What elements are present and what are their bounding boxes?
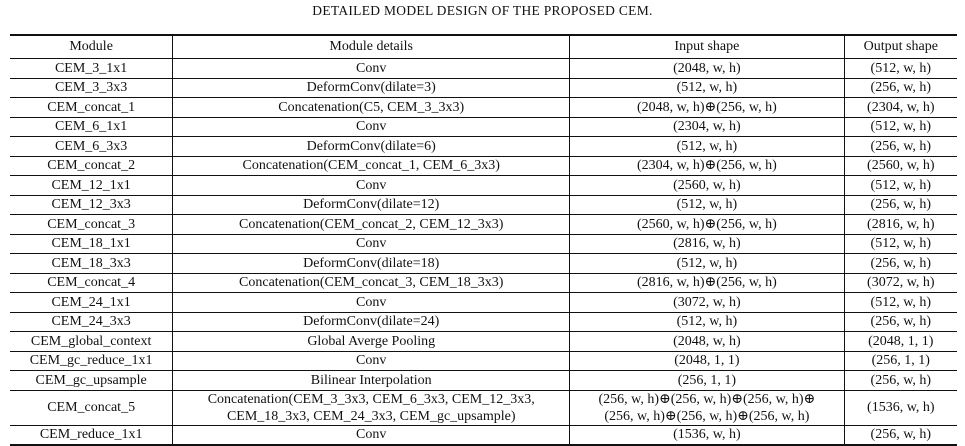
cell-module-details: Conv	[173, 351, 570, 371]
cell-module: CEM_6_3x3	[10, 137, 173, 157]
cell-module: CEM_3_1x1	[54, 60, 128, 76]
table-row	[10, 371, 957, 391]
cell-output-shape: (1536, w, h)	[844, 390, 957, 425]
cell-module: CEM_gc_reduce_1x1	[10, 351, 173, 371]
cell-output-shape: (256, w, h)	[844, 195, 957, 215]
cell-output-shape: (512, w, h)	[844, 234, 957, 254]
table-header	[10, 35, 957, 59]
cell-module-details: Concatenation(CEM_concat_1, CEM_6_3x3)	[173, 156, 570, 176]
cell-module-details: Concatenation(CEM_concat_2, CEM_12_3x3)	[173, 215, 570, 235]
cell-module: CEM_concat_4	[10, 273, 173, 293]
cell-output-shape: (256, w, h)	[844, 254, 957, 274]
cell-input-shape: (512, w, h)	[570, 137, 844, 157]
header-input-shape: Input shape	[570, 35, 844, 59]
cell-module: CEM_18_1x1	[10, 234, 173, 254]
cell-module-details: Concatenation(CEM_3_3x3, CEM_6_3x3, CEM_12_3x3, CEM_18_3x3, CEM_24_3x3, CEM_gc_upsample)	[173, 390, 570, 425]
cell-module-details: Conv	[173, 425, 570, 445]
table-row	[10, 59, 957, 79]
table-caption	[0, 3, 965, 19]
cell-module: CEM_concat_3	[10, 215, 173, 235]
cell-module: CEM_gc_upsample	[10, 371, 173, 391]
cell-module: CEM_concat_2	[10, 156, 173, 176]
cell-output-shape: (256, w, h)	[844, 137, 957, 157]
cell-module-details: Conv	[173, 234, 570, 254]
cell-input-shape: (512, w, h)	[570, 195, 844, 215]
table-row	[10, 390, 957, 425]
table-body	[10, 59, 957, 446]
table-row	[10, 98, 957, 118]
cell-input-shape: (2048, w, h)	[570, 59, 844, 79]
cell-output-shape: (256, w, h)	[844, 425, 957, 445]
cell-module-details: Concatenation(C5, CEM_3_3x3)	[173, 98, 570, 118]
table-row	[10, 234, 957, 254]
header-row	[10, 35, 957, 59]
cell-input-shape: (2304, w, h)	[570, 117, 844, 137]
cell-module: CEM_concat_5	[10, 390, 173, 425]
cell-module-details: Conv	[173, 59, 570, 79]
table-row	[10, 425, 957, 445]
table-row	[10, 293, 957, 313]
table-row	[10, 254, 957, 274]
cell-input-shape: (3072, w, h)	[570, 293, 844, 313]
cell-module: CEM_24_3x3	[10, 312, 173, 332]
caption-suffix: CEM.	[618, 3, 653, 18]
header-output-shape: Output shape	[844, 35, 957, 59]
table-row	[10, 117, 957, 137]
cell-module: CEM_global_context	[10, 332, 173, 352]
cell-output-shape: (256, w, h)	[844, 371, 957, 391]
caption-prefix: DETAILED MODEL DESIGN OF THE PROPOSED	[312, 3, 619, 18]
cell-module: CEM_3_3x3	[10, 78, 173, 98]
cell-output-shape: (512, w, h)	[844, 176, 957, 196]
cell-module-details: Concatenation(CEM_concat_3, CEM_18_3x3)	[173, 273, 570, 293]
cell-module-details: DeformConv(dilate=3)	[173, 78, 570, 98]
table-row	[10, 273, 957, 293]
cell-output-shape: (512, w, h)	[844, 59, 957, 79]
cell-output-shape: (2048, 1, 1)	[844, 332, 957, 352]
table-row	[10, 195, 957, 215]
cell-input-shape: (512, w, h)	[570, 312, 844, 332]
cell-output-shape: (512, w, h)	[844, 293, 957, 313]
cell-module-details: Bilinear Interpolation	[173, 371, 570, 391]
cell-module: CEM_reduce_1x1	[10, 425, 173, 445]
cell-input-shape: (256, w, h)⊕(256, w, h)⊕(256, w, h)⊕ (256, w, h)⊕(256, w, h)⊕(256, w, h)	[570, 390, 844, 425]
cell-module: CEM_6_1x1	[10, 117, 173, 137]
cell-input-shape: (2048, w, h)	[570, 332, 844, 352]
cell-module: CEM_12_1x1	[10, 176, 173, 196]
table-row	[10, 351, 957, 371]
model-design-table	[10, 34, 957, 446]
cell-module-details: Conv	[173, 117, 570, 137]
cell-input-shape: (2048, w, h)⊕(256, w, h)	[570, 98, 844, 118]
cell-output-shape: (2816, w, h)	[844, 215, 957, 235]
cell-output-shape: (256, w, h)	[844, 312, 957, 332]
cell-output-shape: (256, 1, 1)	[844, 351, 957, 371]
table-row	[10, 137, 957, 157]
cell-module: CEM_24_1x1	[10, 293, 173, 313]
cell-input-shape: (512, w, h)	[570, 254, 844, 274]
table-row	[10, 176, 957, 196]
cell-module-details: DeformConv(dilate=12)	[173, 195, 570, 215]
table-row	[10, 215, 957, 235]
cell-module-details: DeformConv(dilate=18)	[173, 254, 570, 274]
cell-output-shape: (3072, w, h)	[844, 273, 957, 293]
cell-module: CEM_12_3x3	[10, 195, 173, 215]
cell-input-shape: (2816, w, h)	[570, 234, 844, 254]
header-module: Module	[10, 35, 173, 59]
cell-module-details: Global Averge Pooling	[173, 332, 570, 352]
cell-output-shape: (2304, w, h)	[844, 98, 957, 118]
cell-input-shape: (2560, w, h)	[570, 176, 844, 196]
table-row	[10, 78, 957, 98]
cell-input-shape: (2816, w, h)⊕(256, w, h)	[570, 273, 844, 293]
cell-module: CEM_18_3x3	[10, 254, 173, 274]
cell-module: CEM_concat_1	[10, 98, 173, 118]
cell-input-shape: (2304, w, h)⊕(256, w, h)	[570, 156, 844, 176]
cell-output-shape: (512, w, h)	[844, 117, 957, 137]
cell-module-details: Conv	[173, 293, 570, 313]
cell-module-details: DeformConv(dilate=6)	[173, 137, 570, 157]
table-row	[10, 332, 957, 352]
table-row	[10, 312, 957, 332]
cell-module-details: DeformConv(dilate=24)	[173, 312, 570, 332]
cell-input-shape: (1536, w, h)	[570, 425, 844, 445]
cell-module-details: Conv	[173, 176, 570, 196]
cell-output-shape: (2560, w, h)	[844, 156, 957, 176]
cell-input-shape: (256, 1, 1)	[570, 371, 844, 391]
cell-input-shape: (512, w, h)	[570, 78, 844, 98]
cell-input-shape: (2048, 1, 1)	[570, 351, 844, 371]
cell-output-shape: (256, w, h)	[844, 78, 957, 98]
table-row	[10, 156, 957, 176]
cell-input-shape: (2560, w, h)⊕(256, w, h)	[570, 215, 844, 235]
header-module-details: Module details	[173, 35, 570, 59]
